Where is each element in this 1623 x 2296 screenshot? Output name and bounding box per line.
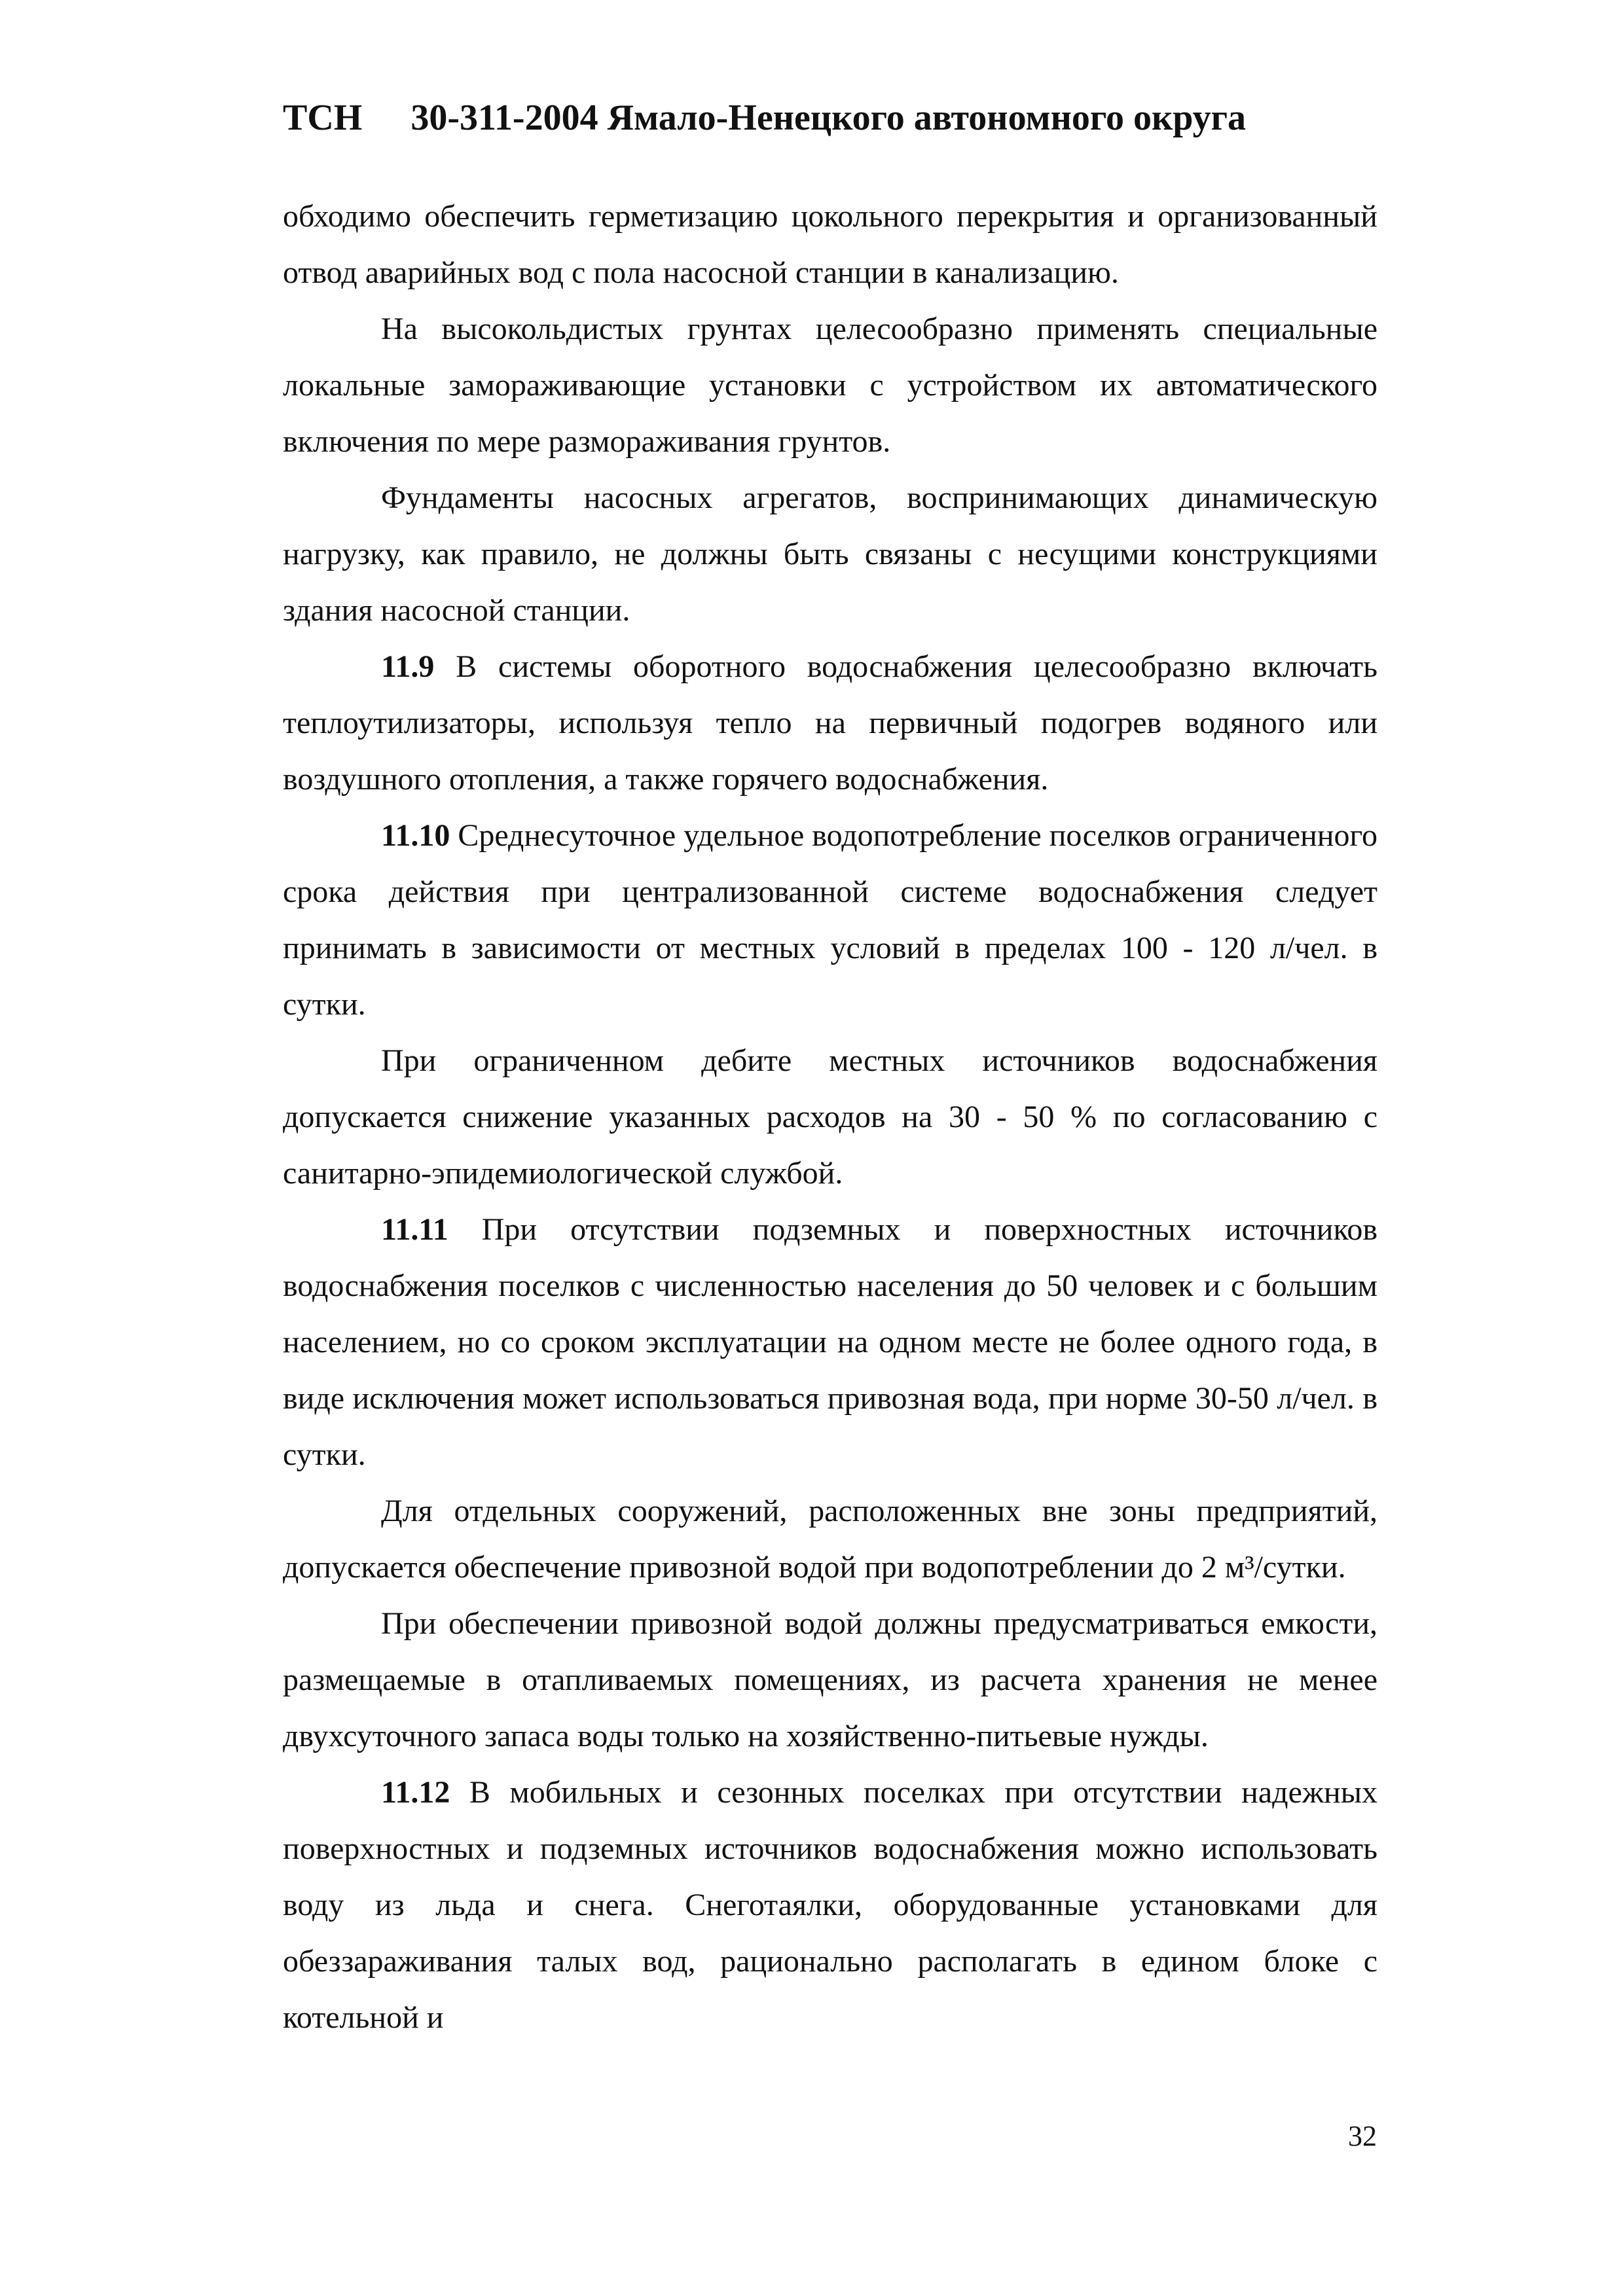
header-code-prefix: ТСН <box>283 98 363 138</box>
paragraph-8 <box>283 1483 1377 1596</box>
document-header <box>283 97 1377 156</box>
paragraph-text: В системы оборотного водоснабжения целесообразно включать теплоутилизаторы, используя тепло на первичный подогрев водяного или воздушного отопления, а также горячего водоснабжения. <box>283 649 1377 797</box>
clause-11-12 <box>283 1765 1377 2046</box>
page-number: 32 <box>1348 2120 1377 2152</box>
clause-number: 11.11 <box>381 1212 448 1247</box>
paragraph-1 <box>283 188 1377 301</box>
paragraph-9 <box>283 1596 1377 1765</box>
clause-number: 11.9 <box>381 649 435 684</box>
paragraph-3 <box>283 470 1377 639</box>
paragraph-2 <box>283 301 1377 470</box>
paragraph-text: Среднесуточное удельное водопотребление поселков ограниченного срока действия при централизованной системе водоснабжения следует принимать в зависимости от местных условий в пределах 100 - 120 л/чел. в сутки. <box>283 818 1377 1022</box>
clause-number: 11.12 <box>381 1775 450 1810</box>
clause-number: 11.10 <box>381 818 450 853</box>
paragraph-text: На высокольдистых грунтах целесообразно применять специальные локальные замораживающие установки с устройством их автоматического включения по мере размораживания грунтов. <box>283 312 1377 459</box>
paragraph-text: При ограниченном дебите местных источников водоснабжения допускается снижение указанных расходов на 30 - 50 % по согласованию с санитарно-эпидемиологической службой. <box>283 1043 1377 1191</box>
clause-11-11 <box>283 1202 1377 1483</box>
paragraph-text: обходимо обеспечить герметизацию цокольного перекрытия и организованный отвод аварийных вод с пола насосной станции в канализацию. <box>283 199 1377 290</box>
clause-11-10 <box>283 808 1377 1033</box>
paragraph-text: В мобильных и сезонных поселках при отсутствии надежных поверхностных и подземных источников водоснабжения можно использовать воду из льда и снега. Снеготаялки, оборудованные установками для обеззараживания талых вод, рационально располагать в едином блоке с котельной и <box>283 1775 1377 2035</box>
header-document-title: 30-311-2004 Ямало-Ненецкого автономного округа <box>410 98 1247 138</box>
clause-11-9 <box>283 639 1377 808</box>
paragraph-text: При отсутствии подземных и поверхностных источников водоснабжения поселков с численностью населения до 50 человек и с большим населением, но со сроком эксплуатации на одном месте не более одного года, в виде исключения может использоваться привозная вода, при норме 30-50 л/чел. в сутки. <box>283 1212 1377 1472</box>
document-body <box>283 188 1377 2046</box>
paragraph-text: Фундаменты насосных агрегатов, воспринимающих динамическую нагрузку, как правило, не должны быть связаны с несущими конструкциями здания насосной станции. <box>283 480 1377 628</box>
paragraph-text: При обеспечении привозной водой должны предусматриваться емкости, размещаемые в отапливаемых помещениях, из расчета хранения не менее двухсуточного запаса воды только на хозяйственно-питьевые нужды. <box>283 1606 1377 1753</box>
paragraph-6 <box>283 1033 1377 1202</box>
paragraph-text: Для отдельных сооружений, расположенных вне зоны предприятий, допускается обеспечение привозной водой при водопотреблении до 2 м³/сутки. <box>283 1494 1377 1585</box>
